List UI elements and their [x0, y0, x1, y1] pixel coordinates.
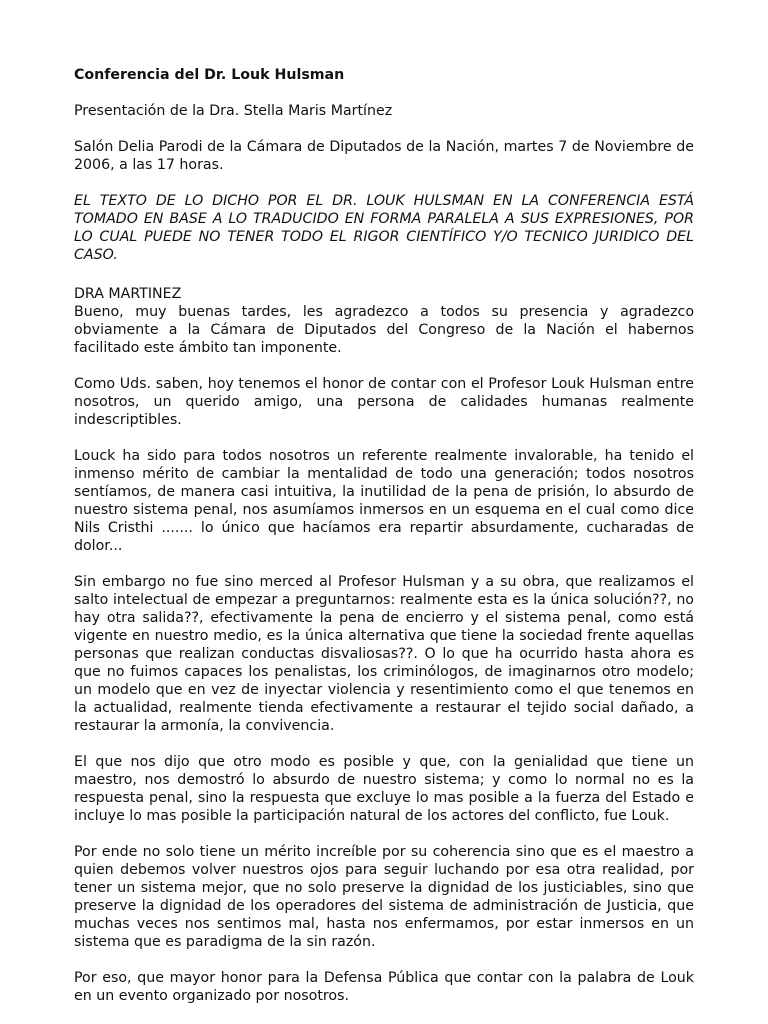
translation-notice: EL TEXTO DE LO DICHO POR EL DR. LOUK HULSMAN EN LA CONFERENCIA ESTÁ TOMADO EN BASE A LO TRADUCIDO EN FORMA PARALELA A SUS EXPRESIONES, POR LO CUAL PUEDE NO TENER TODO EL RIGOR CIENTÍFICO Y/O TECNICO JURIDICO DEL CASO.: [74, 193, 694, 263]
paragraph-3: Louck ha sido para todos nosotros un referente realmente invalorable, ha tenido el inmenso mérito de cambiar la mentalidad de todo una generación; todos nosotros sentíamos, de manera casi intuitiva, la inutilidad de la pena de prisión, lo absurdo de nuestro sistema penal, nos asumíamos inmersos en un esquema en el cual como dice Nils Cristhi ....... lo único que hacíamos era repartir absurdamente, cucharadas de dolor...: [74, 448, 694, 554]
speaker-name: DRA MARTINEZ: [74, 286, 182, 302]
document-page: [74, 66, 694, 1023]
paragraph-1: Bueno, muy buenas tardes, les agradezco a todos su presencia y agradezco obviamente a la Cámara de Diputados del Congreso de la Nación el habernos facilitado este ámbito tan imponente.: [74, 304, 694, 356]
venue-line: Salón Delia Parodi de la Cámara de Diputados de la Nación, martes 7 de Noviembre de 2006, a las 17 horas.: [74, 139, 694, 173]
presenter-line: Presentación de la Dra. Stella Maris Martínez: [74, 103, 393, 119]
document-title: Conferencia del Dr. Louk Hulsman: [74, 67, 345, 83]
paragraph-5: El que nos dijo que otro modo es posible y que, con la genialidad que tiene un maestro, nos demostró lo absurdo de nuestro sistema; y como lo normal no es la respuesta penal, sino la respuesta que excluye lo mas posible a la fuerza del Estado e incluye lo mas posible la participación natural de los actores del conflicto, fue Louk.: [74, 754, 694, 824]
paragraph-6: Por ende no solo tiene un mérito increíble por su coherencia sino que es el maestro a quien debemos volver nuestros ojos para seguir luchando por esa otra realidad, por tener un sistema mejor, que no solo preserve la dignidad de los justiciables, sino que preserve la dignidad de los operadores del sistema de administración de Justicia, que muchas veces nos sentimos mal, hasta nos enfermamos, por estar inmersos en un sistema que es paradigma de la sin razón.: [74, 844, 694, 950]
paragraph-2: Como Uds. saben, hoy tenemos el honor de contar con el Profesor Louk Hulsman entre nosotros, un querido amigo, una persona de calidades humanas realmente indescriptibles.: [74, 376, 694, 428]
paragraph-7: Por eso, que mayor honor para la Defensa Pública que contar con la palabra de Louk en un evento organizado por nosotros.: [74, 970, 694, 1004]
paragraph-4: Sin embargo no fue sino merced al Profesor Hulsman y a su obra, que realizamos el salto intelectual de empezar a preguntarnos: realmente esta es la única solución??, no hay otra salida??, efectivamente la pena de encierro y el sistema penal, como está vigente en nuestro medio, es la única alternativa que tiene la sociedad frente aquellas personas que realizan conductas disvaliosas??. O lo que ha ocurrido hasta ahora es que no fuimos capaces los penalistas, los criminólogos, de imaginarnos otro modelo; un modelo que en vez de inyectar violencia y resentimiento como el que tenemos en la actualidad, realmente tienda efectivamente a restaurar el tejido social dañado, a restaurar la armonía, la convivencia.: [74, 574, 694, 734]
